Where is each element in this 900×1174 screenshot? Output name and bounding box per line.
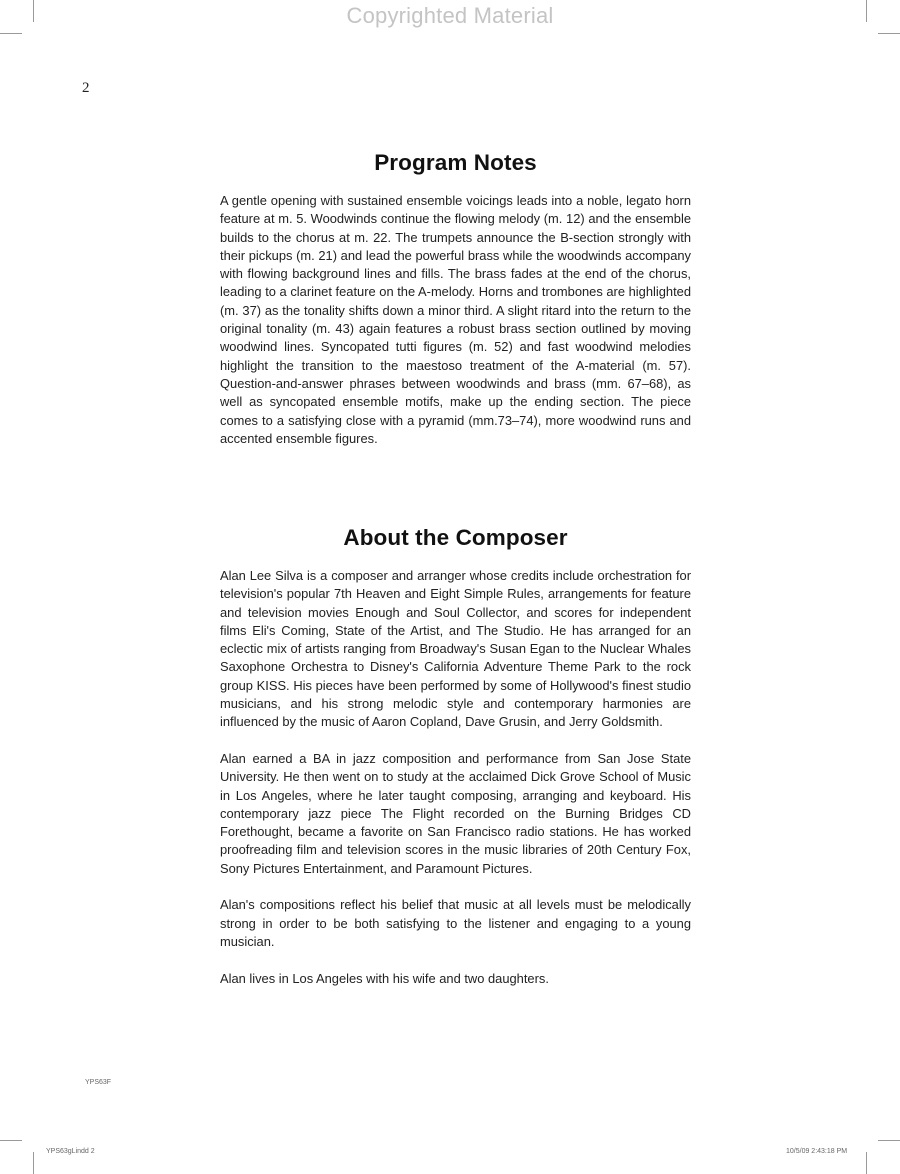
program-notes-section <box>220 150 691 448</box>
composer-paragraph: Alan Lee Silva is a composer and arranger whose credits include orchestration for television's popular 7th Heaven and Eight Simple Rules, arrangements for feature and television movies Enough and Soul Collector, and scores for independent films Eli's Coming, State of the Artist, and The Studio. He has arranged for an eclectic mix of artists ranging from Broadway's Susan Egan to the Nuclear Whales Saxophone Orchestra to Disney's California Adventure Theme Park to the rock group KISS. His pieces have been performed by some of Hollywood's finest studio musicians, and his strong melodic style and contemporary harmonies are influenced by the music of Aaron Copland, Dave Grusin, and Jerry Goldsmith. <box>220 568 691 730</box>
crop-mark-bottom-left-horizontal <box>0 1140 22 1141</box>
crop-mark-bottom-left-vertical <box>33 1152 34 1174</box>
crop-mark-top-left-vertical <box>33 0 34 22</box>
crop-mark-bottom-right-horizontal <box>878 1140 900 1141</box>
composer-paragraph: Alan lives in Los Angeles with his wife and two daughters. <box>220 970 549 986</box>
about-composer-section <box>220 525 691 988</box>
composer-paragraph: Alan earned a BA in jazz composition and performance from San Jose State University. He then went on to study at the acclaimed Dick Grove School of Music in Los Angeles, where he later taught composing, arranging and keyboard. His contemporary jazz piece The Flight recorded on the Burning Bridges CD Forethought, became a favorite on San Francisco radio stations. He has worked proofreading film and television scores in the music libraries of 20th Century Fox, Sony Pictures Entertainment, and Paramount Pictures. <box>220 750 691 876</box>
crop-mark-top-right-vertical <box>866 0 867 22</box>
composer-paragraph: Alan's compositions reflect his belief that music at all levels must be melodically strong in order to be both satisfying to the listener and engaging to a young musician. <box>220 897 691 949</box>
program-notes-title: Program Notes <box>374 150 537 175</box>
footer-code: YPS63F <box>85 1079 112 1086</box>
copyright-watermark: Copyrighted Material <box>346 3 554 28</box>
about-composer-title: About the Composer <box>343 525 568 550</box>
about-composer-body <box>220 567 691 988</box>
slug-timestamp: 10/5/09 2:43:18 PM <box>786 1148 848 1155</box>
crop-mark-top-right-horizontal <box>878 33 900 34</box>
crop-mark-top-left-horizontal <box>0 33 22 34</box>
slug-filename: YPS63gLindd 2 <box>46 1148 95 1155</box>
page-number: 2 <box>82 80 90 96</box>
crop-mark-bottom-right-vertical <box>866 1152 867 1174</box>
program-notes-paragraph: A gentle opening with sustained ensemble voicings leads into a noble, legato horn feature at m. 5. Woodwinds continue the flowing melody (m. 12) and the ensemble builds to the chorus at m. 22. The trumpets announce the B-section strongly with their pickups (m. 21) and lead the powerful brass while the woodwinds accompany with flowing background lines and fills. The brass fades at the end of the chorus, leading to a clarinet feature on the A-melody. Horns and trombones are highlighted (m. 37) as the tonality shifts down a minor third. A slight ritard into the return to the original tonality (m. 43) again features a robust brass section outlined by moving woodwind lines. Syncopated tutti figures (m. 52) and fast woodwind melodies highlight the transition to the maestoso treatment of the A-material (m. 57). Question-and-answer phrases between woodwinds and brass (mm. 67–68), as well as syncopated ensemble motifs, make up the ending section. The piece comes to a satisfying close with a pyramid (mm.73–74), more woodwind runs and accented ensemble figures. <box>220 193 691 446</box>
